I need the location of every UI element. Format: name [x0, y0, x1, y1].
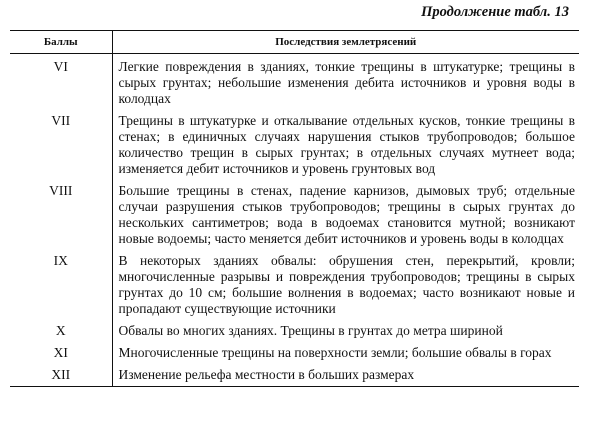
table-row [10, 252, 579, 322]
table-row [10, 366, 579, 387]
row-effect: Обвалы во многих зданиях. Трещины в грунтах до метра шириной [112, 322, 579, 344]
row-score: VI [53, 59, 68, 74]
row-effect: Трещины в штукатурке и откалывание отдельных кусков, тонкие трещины в стенах; в единичных случаях нарушения стыков трубопроводов; большое количество трещин в сырых грунтах; в отдельных случаях мутнеет вода; изменяется дебит источников и уровень грунтовых вод [112, 112, 579, 182]
row-effect: Изменение рельефа местности в больших размерах [112, 366, 579, 387]
row-effect: Легкие повреждения в зданиях, тонкие трещины в штукатурке; трещины в сырых грунтах; небольшие изменения дебита источников и уровня воды в колодцах [112, 54, 579, 113]
row-score: XI [53, 345, 68, 360]
table-row [10, 322, 579, 344]
row-score: XII [10, 366, 112, 387]
table-row [10, 344, 579, 366]
row-score: VII [51, 113, 71, 128]
row-effect: Многочисленные трещины на поверхности земли; большие обвалы в горах [112, 344, 579, 366]
row-effect: Большие трещины в стенах, падение карнизов, дымовых труб; отдельные случаи разрушения стыков трубопроводов; трещины в сырых грунтах до нескольких сантиметров; вода в водоемах становится мутной; возникают новые водоемы; часто меняется дебит источников и уровень воды в колодцах [112, 182, 579, 252]
table-row [10, 182, 579, 252]
row-score: X [55, 323, 66, 338]
header-effects: Последствия землетрясений [112, 31, 579, 54]
table-caption: Продолжение табл. 13 [421, 4, 569, 20]
row-score: IX [53, 253, 68, 268]
table-row [10, 112, 579, 182]
header-score: Баллы [10, 31, 112, 54]
table-header-row [10, 31, 579, 54]
table-row [10, 54, 579, 113]
row-effect: В некоторых зданиях обвалы: обрушения стен, перекрытий, кровли; многочисленные разрывы и повреждения трубопроводов; трещины в сырых грунтах до 10 см; большие волнения в водоемах; часто возникают новые и пропадают существующие источники [112, 252, 579, 322]
earthquake-effects-table [10, 30, 579, 387]
row-score: VIII [49, 183, 73, 198]
